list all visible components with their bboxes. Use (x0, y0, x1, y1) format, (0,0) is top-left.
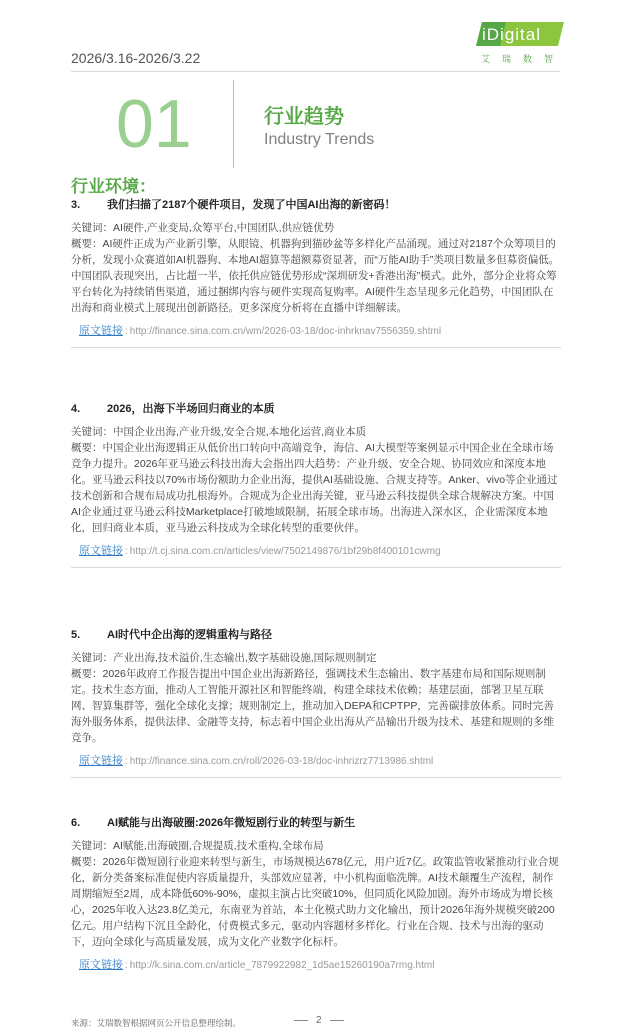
footer-source-note: 来源：艾瑞数智根据网页公开信息整理绘制。 (71, 1018, 242, 1028)
article-divider (71, 567, 561, 568)
source-url[interactable]: http://finance.sina.com.cn/roll/2026-03-18/doc-inhrizrz7713986.shtml (129, 756, 434, 767)
article-link-row (71, 324, 561, 339)
article-keywords: 关键词：产业出海,技术溢价,生态输出,数字基础设施,国际规则制定 (71, 652, 377, 664)
article-summary: 概要：AI硬件正成为产业新引擎，从眼镜、机器狗到猫砂盆等多样化产品涌现。通过对2187个众筹项目的分析，发现小众赛道如AI机器狗、本地AI超算等超额募资显著，而“万能AI助手”类项目数量多但募资偏低。中国团队表现突出，占比超一半，依托供应链优势形成“深圳研发+香港出海”模式。此外，部分企业将众筹平台转化为持续销售渠道，通过捆绑内容与硬件实现高复购率。AI硬件生态呈现多元化趋势，中国团队在出海和商业模式上展现出创新路径。更多深度分析将在直播中详细解读。 (71, 238, 560, 314)
link-separator: : (125, 756, 128, 767)
page-dash-right (330, 1020, 344, 1021)
article-heading (71, 400, 561, 418)
article-keywords: 关键词：AI赋能,出海破圈,合规提质,技术重构,全球布局 (71, 840, 324, 852)
article-item (71, 400, 561, 568)
article-link-row (71, 544, 561, 559)
industry-environment-label: 行业环境： (71, 177, 156, 196)
link-separator: : (125, 546, 128, 557)
article-title: 我们扫描了2187个硬件项目，发现了中国AI出海的新密码！ (107, 199, 396, 211)
source-url[interactable]: http://finance.sina.com.cn/wm/2026-03-18/doc-inhrknav7556359.shtml (129, 326, 442, 337)
logo-text: iDigital (482, 25, 542, 44)
article-summary: 概要：中国企业出海逻辑正从低价出口转向中高端竞争，海信、AI大模型等案例显示中国企业在全球市场竞争力提升。2026年亚马逊云科技出海大会指出四大趋势：产业升级、安全合规、协同效应和深度本地化。亚马逊云科技以70%市场份额助力企业出海，提供AI基础设施、合规支持等。Anker、vivo等企业通过技术创新和合规布局成功扎根海外。合规成为企业出海关键，亚马逊云科技提供全球合规解决方案。中国AI企业通过亚马逊云科技Marketplace打破地域限制，拓展全球市场。出海进入深水区，企业需深度本地化，回归商业本质，亚马逊云科技成为全球化转型的重要伙伴。 (71, 442, 558, 534)
company-logo (476, 22, 568, 66)
article-keywords: 关键词：AI硬件,产业变局,众筹平台,中国团队,供应链优势 (71, 222, 335, 234)
page-number-area (286, 1015, 352, 1026)
section-subtitle: Industry Trends (264, 131, 375, 148)
section-title: 行业趋势 (264, 106, 344, 128)
article-title: AI赋能与出海破圈:2026年微短剧行业的转型与新生 (107, 817, 356, 829)
article-item (71, 814, 561, 973)
article-title: AI时代中企出海的逻辑重构与路径 (107, 629, 272, 641)
article-number: 3. (71, 199, 81, 211)
section-divider (233, 80, 234, 168)
article-heading (71, 196, 561, 214)
article-summary: 概要：2026年政府工作报告提出中国企业出海新路径，强调技术生态输出、数字基建布局和国际规则制定。技术生态方面，推动人工智能开源社区和智能终端，构建全球技术依赖；基建层面，部署卫星互联网、智算集群等，强化全球化支撑；规则制定上，推动加入DEPA和CPTPP，完善碳排放体系。同时完善海外服务体系，提供法律、金融等支持，标志着中国企业出海从产品输出升级为技术、基建和规则的多维竞争。 (71, 668, 554, 744)
article-keywords: 关键词：中国企业出海,产业升级,安全合规,本地化运营,商业本质 (71, 426, 367, 438)
page-number: 2 (316, 1015, 322, 1026)
link-separator: : (125, 960, 128, 971)
source-link[interactable]: 原文链接 (79, 755, 123, 767)
source-link[interactable]: 原文链接 (79, 959, 123, 971)
article-summary: 概要：2026年微短剧行业迎来转型与新生，市场规模达678亿元，用户近7亿。政策监管收紧推动行业合规化，新分类备案标准促使内容质量提升，头部效应显著，中小机构面临洗牌。AI技术颠覆生产流程，制作周期缩短至2周，成本降低60%-90%，虚拟主演占比突破10%，但同质化风险加剧。海外市场成为增长核心，2025年收入达23.8亿美元，东南亚为首站，本土化模式助力文化输出，预计2026年海外规模突破200亿元。用户结构下沉且全龄化，付费模式多元，驱动内容题材多样化。行业在合规、技术与出海的驱动下，迈向全球化与高质量发展，成为文化产业数字化标杆。 (71, 856, 559, 948)
article-item (71, 196, 561, 348)
link-separator: : (125, 326, 128, 337)
article-number: 6. (71, 817, 81, 829)
source-link[interactable]: 原文链接 (79, 545, 123, 557)
article-divider (71, 777, 561, 778)
date-range: 2026/3.16-2026/3.22 (71, 50, 201, 66)
article-number: 5. (71, 629, 81, 641)
header-divider (71, 71, 560, 72)
page-dash-left (294, 1020, 308, 1021)
article-divider (71, 347, 561, 348)
article-item (71, 626, 561, 778)
article-link-row (71, 958, 561, 973)
article-title: 2026，出海下半场回归商业的本质 (107, 403, 275, 415)
source-link[interactable]: 原文链接 (79, 325, 123, 337)
source-url[interactable]: http://k.sina.com.cn/article_7879922982_1d5ae15260190a7rmg.html (129, 960, 435, 971)
article-heading (71, 626, 561, 644)
section-number: 01 (116, 86, 192, 162)
source-url[interactable]: http://t.cj.sina.com.cn/articles/view/7502149876/1bf29b8f400101cwmg (129, 546, 441, 557)
article-link-row (71, 754, 561, 769)
logo-cn-text: 艾瑞数智 (481, 54, 566, 64)
article-number: 4. (71, 403, 81, 415)
article-heading (71, 814, 561, 832)
